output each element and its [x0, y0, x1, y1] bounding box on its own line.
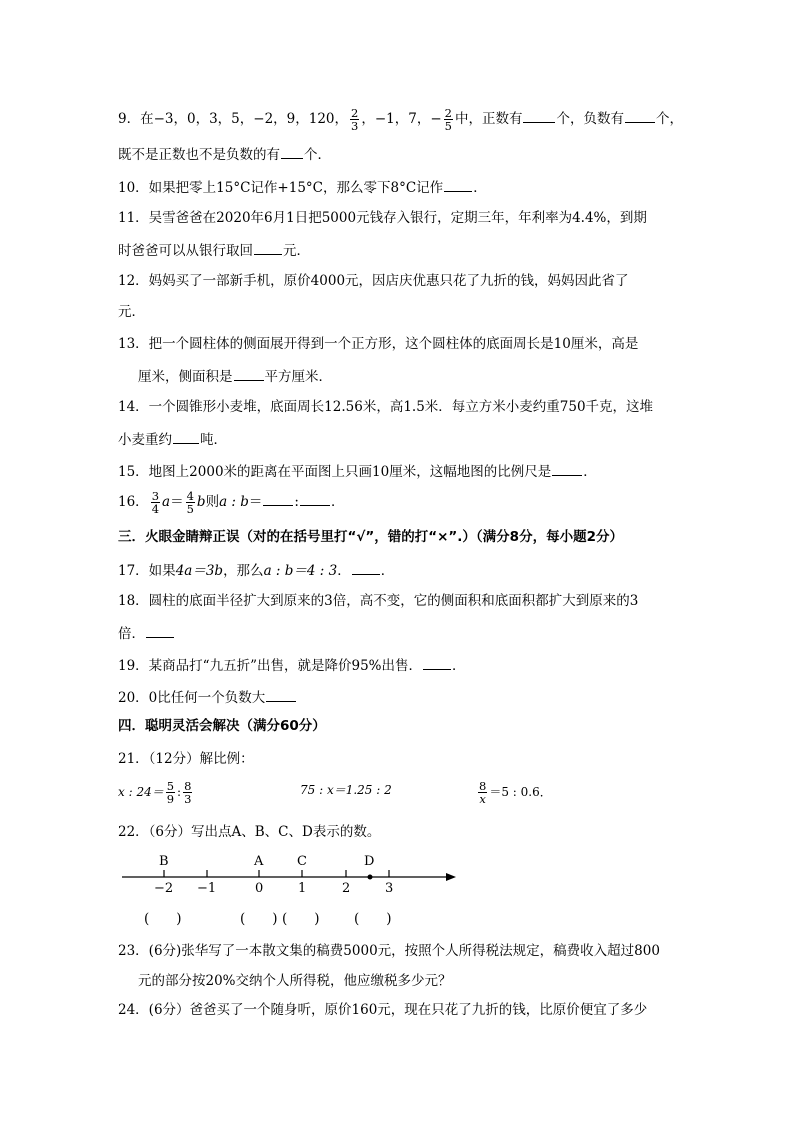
q15-text: 15．地图上2000米的距离在平面图上只画10厘米，这幅地图的比例尺是 — [118, 464, 552, 480]
q23-line1: 23．(6分)张华写了一本散文集的稿费5000元，按照个人所得税法规定，稿费收入超过800 — [118, 943, 660, 959]
equals-sign: ＝ — [248, 494, 263, 511]
q14-line1: 14．一个圆锥形小麦堆，底面周长12.56米，高1.5米．每立方米小麦约重750千克，这堆 — [118, 399, 654, 415]
q10-line — [118, 180, 487, 196]
q19-text: ． — [452, 658, 466, 674]
q17-expression: a : b＝4 : 3 — [263, 563, 338, 579]
q18-text: 倍． — [118, 626, 145, 642]
variable-b: b — [196, 494, 206, 511]
q21-equation-1 — [118, 780, 194, 805]
q21-expression: ＝5 : 0.6． — [489, 785, 552, 800]
answer-paren-b[interactable]: ( ) — [144, 911, 182, 927]
answer-blank[interactable] — [352, 563, 380, 575]
number-line — [0, 848, 794, 918]
q17-expression: 4a＝3b — [175, 563, 224, 579]
q11-line2 — [118, 243, 310, 259]
q14-text: 吨． — [200, 432, 227, 448]
section-4-heading: 四．聪明灵活会解决（满分60分） — [118, 718, 326, 734]
point-d-dot — [368, 875, 373, 880]
q16-text: ． — [330, 494, 345, 511]
q17-text: ． — [337, 563, 351, 579]
q12-line2: 元． — [118, 304, 145, 320]
q21-equation-2 — [300, 784, 392, 796]
fraction-5-9: $\frac{5}{9}$ — [166, 779, 175, 807]
q9-line2 — [118, 147, 331, 163]
q21-expression: 75 : x＝1.25 : 2 — [300, 783, 392, 797]
q9-text: ，−1，7，− — [361, 111, 442, 128]
q9-text: 既不是正数也不是负数的有 — [118, 147, 280, 163]
q20-line — [118, 690, 297, 706]
q11-text: 元． — [283, 243, 310, 259]
colon: : — [177, 785, 182, 800]
q12-line1: 12．妈妈买了一部新手机，原价4000元，因店庆优惠只花了九折的钱，妈妈因此省了 — [118, 273, 629, 289]
fraction-4-5: $\frac{4}{5}$ — [186, 489, 194, 517]
arrow-head-icon — [446, 873, 456, 881]
q9-line1 — [118, 107, 683, 132]
fraction-8-x: $\frac{8}{x}$ — [479, 779, 487, 807]
q13-text: 厘米，侧面积是 — [138, 369, 233, 385]
q13-line2 — [138, 369, 332, 385]
answer-blank[interactable] — [523, 111, 555, 123]
q24-line1: 24．(6分）爸爸买了一个随身听，原价160元，现在只花了九折的钱，比原价便宜了多少 — [118, 1002, 648, 1018]
q17-text: ． — [380, 563, 395, 579]
q15-line — [118, 464, 597, 480]
answer-blank[interactable] — [625, 111, 655, 123]
q11-line1: 11．吴雪爸爸在2020年6月1日把5000元钱存入银行，定期三年，年利率为4.4%，到期 — [118, 210, 647, 226]
answer-blank[interactable] — [266, 690, 296, 702]
answer-blank[interactable] — [423, 658, 451, 670]
tick-label: 1 — [298, 881, 307, 896]
answer-blank[interactable] — [234, 369, 264, 381]
tick-label: −2 — [154, 881, 174, 896]
fraction-2-5: $\frac{2}{5}$ — [444, 106, 452, 134]
answer-paren-a[interactable]: ( ) — [240, 911, 278, 927]
q14-text: 小麦重约 — [118, 432, 172, 448]
answer-paren-c[interactable]: ( ) — [282, 911, 320, 927]
q13-line1: 13．把一个圆柱体的侧面展开得到一个正方形，这个圆柱体的底面周长是10厘米，高是 — [118, 336, 639, 352]
fraction-8-3: $\frac{8}{3}$ — [184, 779, 192, 807]
q10-text: 10．如果把零上15°C记作+15°C，那么零下8°C记作 — [118, 180, 444, 196]
ratio-a-b: a : b — [219, 494, 249, 511]
answer-blank[interactable] — [173, 432, 199, 444]
q16-text: 则 — [205, 494, 220, 511]
q17-text: ，那么 — [223, 563, 264, 579]
variable-a: a — [162, 494, 171, 511]
tick-label: 0 — [255, 881, 264, 896]
answer-blank[interactable] — [281, 147, 303, 159]
q22-title: 22．（6分）写出点A、B、C、D表示的数。 — [118, 824, 381, 840]
q20-text: 20．0比任何一个负数大 — [118, 690, 266, 706]
q17-text: 17．如果 — [118, 563, 176, 579]
q9-text: 中，正数有 — [454, 111, 523, 128]
colon: : — [294, 494, 299, 511]
tick-label: 3 — [385, 881, 394, 896]
q9-text: 9．在−3，0，3，5，−2，9，120， — [118, 111, 349, 128]
q18-line1: 18．圆柱的底面半径扩大到原来的3倍，高不变，它的侧面积和底面积都扩大到原来的3 — [118, 593, 639, 609]
point-label-a: A — [254, 854, 264, 869]
answer-blank[interactable] — [444, 180, 472, 192]
q10-text: ． — [473, 180, 487, 196]
q11-text: 时爸爸可以从银行取回 — [118, 243, 253, 259]
equals-sign: ＝ — [170, 494, 184, 511]
q23-line2: 元的部分按20%交纳个人所得税，他应缴税多少元？ — [138, 973, 452, 989]
q19-text: 19．某商品打“九五折”出售，就是降价95%出售． — [118, 658, 422, 674]
q16-text: 16． — [118, 494, 149, 511]
q15-text: ． — [583, 464, 597, 480]
fraction-3-4: $\frac{3}{4}$ — [151, 489, 160, 517]
q14-line2 — [118, 432, 227, 448]
q9-text: 个， — [655, 111, 683, 128]
q9-text: 个． — [304, 147, 331, 163]
q9-text: 个，负数有 — [556, 111, 624, 128]
answer-blank[interactable] — [300, 494, 330, 506]
point-label-d: D — [364, 854, 375, 869]
q21-equation-3 — [476, 780, 552, 805]
fraction-2-3: $\frac{2}{3}$ — [351, 106, 359, 134]
q19-line — [118, 658, 466, 674]
point-label-b: B — [159, 854, 169, 869]
point-label-c: C — [297, 854, 307, 869]
q18-line2 — [118, 626, 175, 642]
q13-text: 平方厘米． — [264, 369, 332, 385]
answer-blank[interactable] — [552, 464, 582, 476]
answer-blank[interactable] — [146, 626, 174, 638]
answer-paren-d[interactable]: ( ) — [354, 911, 392, 927]
q17-line — [118, 563, 394, 579]
q21-expression: x : 24＝ — [118, 785, 164, 800]
tick-label: 2 — [342, 881, 351, 896]
answer-blank[interactable] — [263, 494, 293, 506]
q16-line — [118, 490, 344, 515]
q21-title: 21．（12分）解比例： — [118, 751, 254, 767]
tick-label: −1 — [197, 881, 217, 896]
section-3-heading: 三．火眼金睛辩正误（对的在括号里打“√”，错的打“×”.）（满分8分，每小题2分） — [118, 529, 623, 545]
answer-blank[interactable] — [254, 243, 282, 255]
